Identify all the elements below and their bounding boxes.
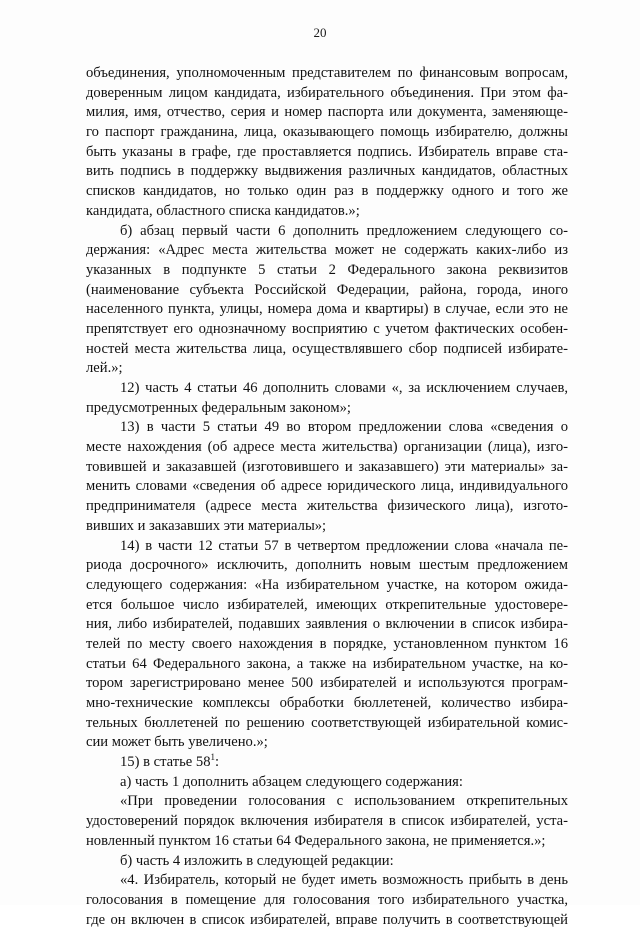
text-line: предпринимателя (адресе места жительства физического лица), изгото- (86, 498, 568, 515)
text-line: вить подпись в поддержку выдвижения различных кандидатов, областных (86, 163, 568, 180)
text-line: где он включен в список избирателей, вправе получить в соответствующей (86, 911, 568, 928)
text-line: б) часть 4 изложить в следующей редакции: (120, 852, 394, 869)
text-line: статьи 64 Федерального закона, а также на избирательном участке, на ко- (86, 655, 568, 672)
text-line: удостоверений порядок включения избирателя в список избирателей, уста- (86, 813, 568, 830)
text-line: 12) часть 4 статьи 46 дополнить словами «, за исключением случаев, (120, 380, 568, 396)
text-line: предусмотренных федеральным законом»; (86, 399, 351, 416)
text-line: месте нахождения (об адресе места жительства) организации (лица), изго- (86, 439, 568, 456)
text-line: новленный пунктом 16 статьи 64 Федерального закона, не применяется.»; (86, 832, 546, 849)
text-line: 14) в части 12 статьи 57 в четвертом предложении слова «начала пе- (120, 537, 568, 554)
text-line: сии может быть увеличено.»; (86, 734, 268, 751)
text-line: милия, имя, отчество, серия и номер паспорта или документа, заменяюще- (86, 104, 568, 121)
text-line: 13) в части 5 статьи 49 во втором предложении слова «сведения о (120, 419, 568, 436)
text-line: б) абзац первый части 6 дополнить предложением следующего со- (120, 222, 568, 239)
page-number: 20 (313, 25, 327, 40)
text-line: ется большое число избирателей, имеющих открепительные удостовере- (86, 596, 568, 613)
text-line: списков кандидатов, но только один раз в поддержку одного и того же (86, 183, 568, 200)
text-line: риода досрочного» исключить, дополнить новым шестым предложением (86, 557, 568, 574)
text-line: «При проведении голосования с использованием открепительных (120, 793, 568, 810)
text-line: менить словами «сведения об адресе юридического лица, индивидуального (86, 478, 568, 495)
text-line: следующего содержания: «На избирательном участке, на котором ожида- (86, 576, 568, 593)
text-line: объединения, уполномоченным представителем по финансовым вопросам, (86, 65, 568, 81)
text-line: ностей места жительства лица, осуществлявшего сбор подписей избирате- (86, 340, 568, 357)
text-line: населенного пункта, улицы, номера дома и квартиры) в случае, если это не (86, 301, 568, 318)
text-line: тельных бюллетеней по решению соответствующей избирательной комис- (86, 714, 568, 731)
text-line: (наименование субъекта Российской Федерации, района, города, иного (86, 281, 568, 298)
text-line: мно-технические комплексы обработки бюллетеней, количество избира- (86, 695, 568, 711)
text-line: 15) в статье $58^1$: (120, 753, 220, 771)
text-line: телей по месту своего нахождения в порядке, установленном пунктом 16 (86, 635, 568, 652)
text-line: держания: «Адрес места жительства может не содержать каких-либо из (86, 242, 568, 259)
text-line: товившей и заказавшей (изготовившего и заказавшего) эти материалы» за- (86, 458, 568, 475)
body-text (86, 64, 568, 930)
text-line: препятствует его однозначному восприятию с учетом фактических особен- (86, 320, 568, 337)
text-line: быть указаны в графе, где проставляется подпись. Избиратель вправе ста- (86, 143, 568, 160)
text-line: вивших и заказавших эти материалы»; (86, 517, 327, 534)
text-line: го паспорт гражданина, лица, оказывающего помощь избирателю, должны (86, 124, 568, 141)
text-line: кандидата, областного списка кандидатов.»; (86, 202, 360, 219)
text-line: лей.»; (86, 360, 123, 377)
text-line: ния, либо избирателей, подавших заявления о включении в список избира- (86, 616, 568, 633)
text-line: тором зарегистрировано менее 500 избирателей и используются програм- (86, 675, 568, 692)
text-line: голосования в помещение для голосования того избирательного участка, (86, 891, 568, 908)
text-line: доверенным лицом кандидата, избирательного объединения. При этом фа- (86, 84, 568, 101)
text-line: а) часть 1 дополнить абзацем следующего содержания: (120, 773, 463, 790)
text-line: указанных в подпункте 5 статьи 2 Федерального закона реквизитов (86, 261, 568, 278)
text-line: «4. Избиратель, который не будет иметь возможность прибыть в день (120, 872, 568, 889)
superscript: 1 (210, 753, 216, 763)
